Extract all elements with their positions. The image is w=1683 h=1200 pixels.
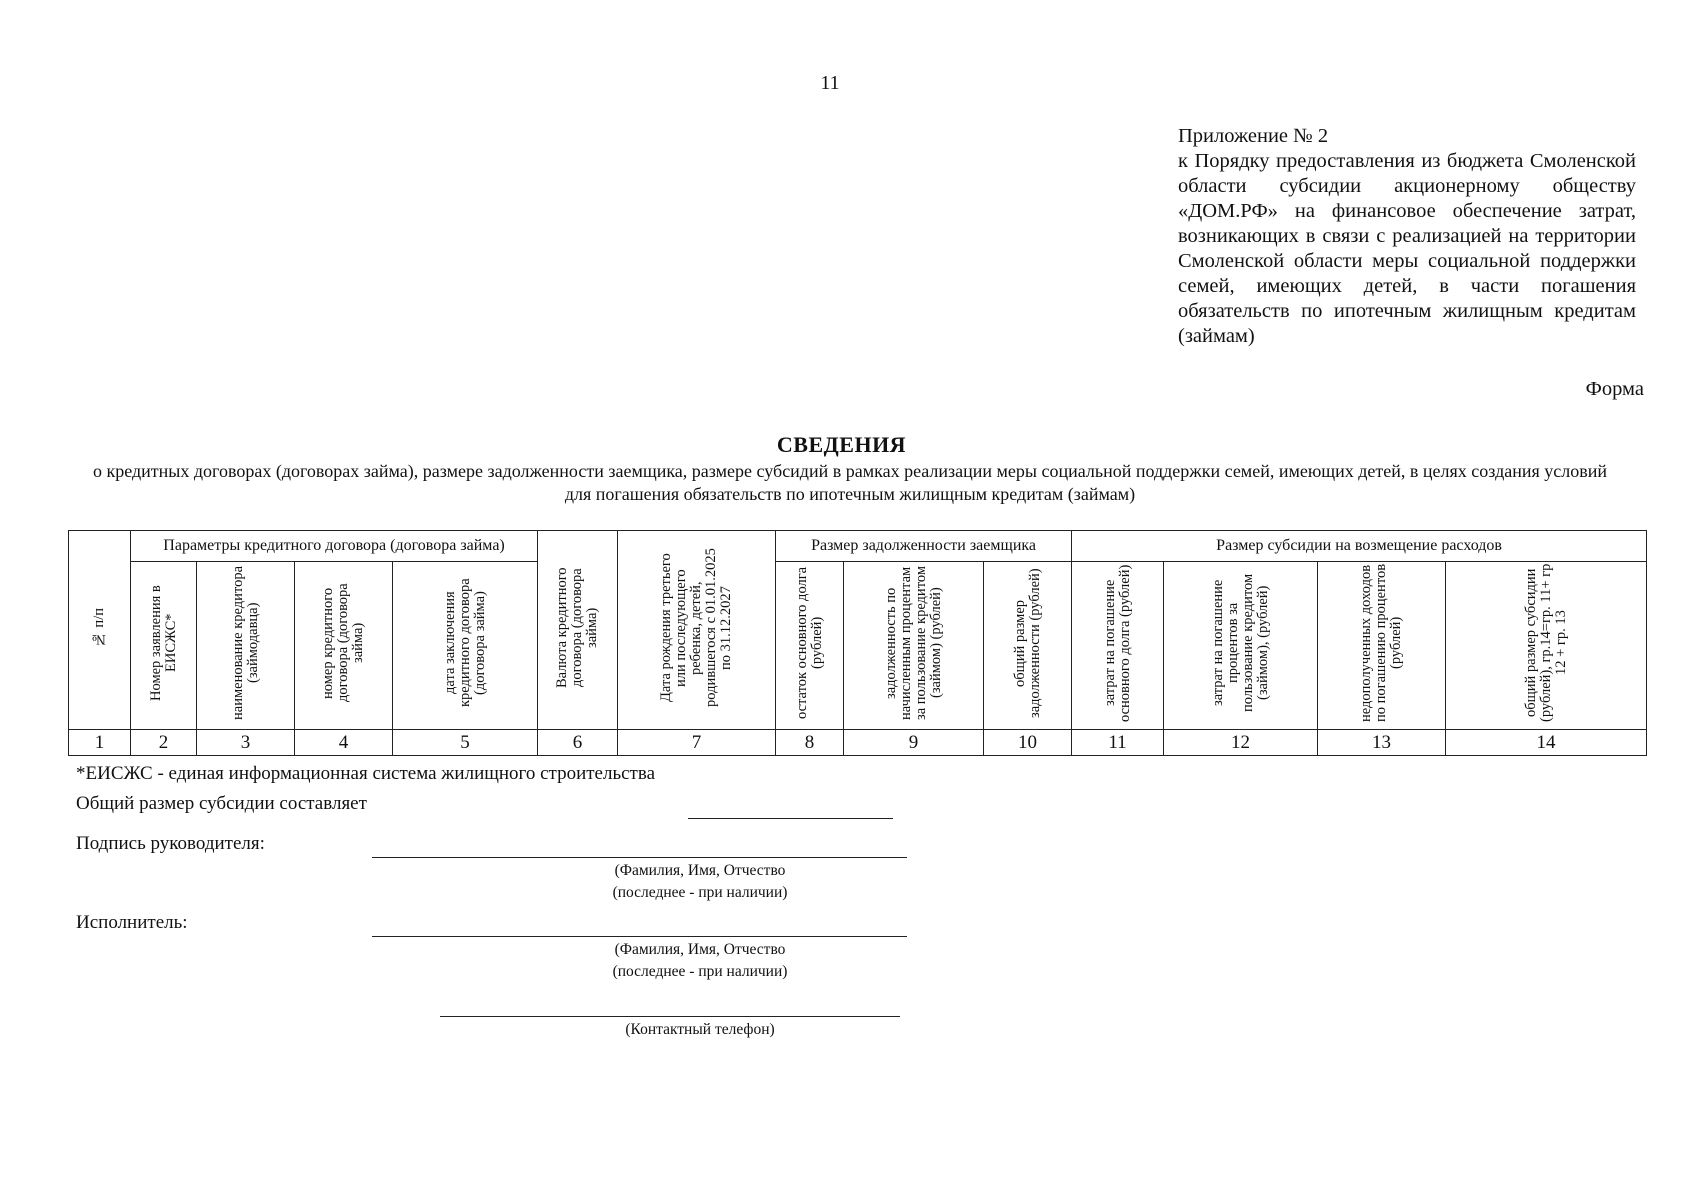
document-title: СВЕДЕНИЯ <box>776 432 907 457</box>
executor-signature-note <box>500 939 900 983</box>
column-number: 4 <box>295 730 393 756</box>
column-number: 5 <box>393 730 538 756</box>
header-label-col-13: недополученных доходов по погашению процентов (рублей) <box>1358 563 1405 723</box>
header-cell-col-9 <box>844 562 984 730</box>
header-cell-col-7 <box>618 531 776 730</box>
header-cell-col-6 <box>538 531 618 730</box>
column-number: 6 <box>538 730 618 756</box>
header-cell-col-1 <box>69 531 131 730</box>
header-label-col-2: Номер заявления в ЕИСЖС* <box>147 585 179 701</box>
total-subsidy-label: Общий размер субсидии составляет <box>76 793 367 814</box>
header-cell-col-12 <box>1164 562 1318 730</box>
table-group-header-row <box>69 531 1647 562</box>
header-cell-col-8 <box>776 562 844 730</box>
header-label-col-8: остаток основного долга (рублей) <box>793 566 825 720</box>
subsidy-table <box>68 530 1647 756</box>
contact-phone-line <box>440 1016 900 1017</box>
header-label-col-14: общий размер субсидии (рублей), гр.14=гр. 11+ гр 12 + гр. 13 <box>1522 563 1569 723</box>
group-header-debt-size: Размер задолженности заемщика <box>776 531 1072 562</box>
fio-note-line-1: (Фамилия, Имя, Отчество <box>614 941 786 958</box>
executor-signature-line <box>372 936 907 937</box>
contact-phone-note: (Контактный телефон) <box>625 1021 775 1038</box>
column-number: 13 <box>1318 730 1446 756</box>
document-subtitle: о кредитных договорах (договорах займа), размере задолженности заемщика, размере субсидий в рамках реализации меры социальной поддержки семей, имеющих детей, в целях создания условий для погашения обязательств по ипотечным жилищным кредитам (займам) <box>92 461 1607 504</box>
column-number: 3 <box>197 730 295 756</box>
fio-note-line-2: (последнее - при наличии) <box>612 963 788 980</box>
header-label-col-4: номер кредитного договора (договора займа) <box>320 583 366 703</box>
table-column-header-row <box>69 562 1647 730</box>
column-number: 8 <box>776 730 844 756</box>
fio-note-line-2: (последнее - при наличии) <box>612 884 788 901</box>
footnote: *ЕИСЖС - единая информационная система жилищного строительства <box>76 763 656 784</box>
group-header-subsidy-size: Размер субсидии на возмещение расходов <box>1072 531 1647 562</box>
header-label-col-7: Дата рождения третьего или последующего ребенка, детей, родившегося с 01.01.2025 по 31.12.2027 <box>658 548 735 708</box>
column-number: 1 <box>69 730 131 756</box>
header-cell-col-14 <box>1446 562 1647 730</box>
header-cell-col-11 <box>1072 562 1164 730</box>
header-label-col-11: затрат на погашение основного долга (рублей) <box>1101 564 1133 722</box>
executor-label: Исполнитель: <box>76 912 188 933</box>
appendix-body: к Порядку предоставления из бюджета Смоленской области субсидии акционерному обществу «ДОМ.РФ» на финансовое обеспечение затрат, возникающих в связи с реализацией на территории Смоленской области меры социальной поддержки семей, имеющих детей, в части погашения обязательств по ипотечным жилищным кредитам (займам) <box>1178 150 1636 347</box>
column-number: 11 <box>1072 730 1164 756</box>
header-label-col-3: наименование кредитора (займодавца) <box>229 566 261 721</box>
page-number: 11 <box>820 72 840 94</box>
column-number: 7 <box>618 730 776 756</box>
header-cell-col-3 <box>197 562 295 730</box>
column-number: 12 <box>1164 730 1318 756</box>
column-number: 9 <box>844 730 984 756</box>
column-number: 10 <box>984 730 1072 756</box>
head-signature-label: Подпись руководителя: <box>76 833 265 854</box>
header-cell-col-5 <box>393 562 538 730</box>
total-subsidy-field-line <box>688 818 893 819</box>
table-number-row <box>69 730 1647 756</box>
header-label-col-5: дата заключения кредитного договора (договора займа) <box>441 578 488 708</box>
fio-note-line-1: (Фамилия, Имя, Отчество <box>614 862 786 879</box>
header-label-col-6: Валюта кредитного договора (договора займа) <box>554 567 601 689</box>
appendix-block <box>1178 124 1636 349</box>
header-cell-col-2 <box>131 562 197 730</box>
header-cell-col-10 <box>984 562 1072 730</box>
column-number: 2 <box>131 730 197 756</box>
appendix-title: Приложение № 2 <box>1178 125 1329 147</box>
header-label-col-1: № п/п <box>91 608 107 648</box>
header-label-col-10: общий размер задолженности (рублей) <box>1011 568 1043 718</box>
column-number: 14 <box>1446 730 1647 756</box>
head-signature-note <box>500 860 900 904</box>
header-label-col-9: задолженность по начисленным процентам за пользование кредитом (займом) (рублей) <box>882 566 944 720</box>
header-label-col-12: затрат на погашение процентов за пользование кредитом (займом), (рублей) <box>1209 573 1271 713</box>
group-header-contract-params: Параметры кредитного договора (договора займа) <box>131 531 538 562</box>
form-label: Форма <box>1585 378 1644 400</box>
head-signature-line <box>372 857 907 858</box>
header-cell-col-4 <box>295 562 393 730</box>
header-cell-col-13 <box>1318 562 1446 730</box>
